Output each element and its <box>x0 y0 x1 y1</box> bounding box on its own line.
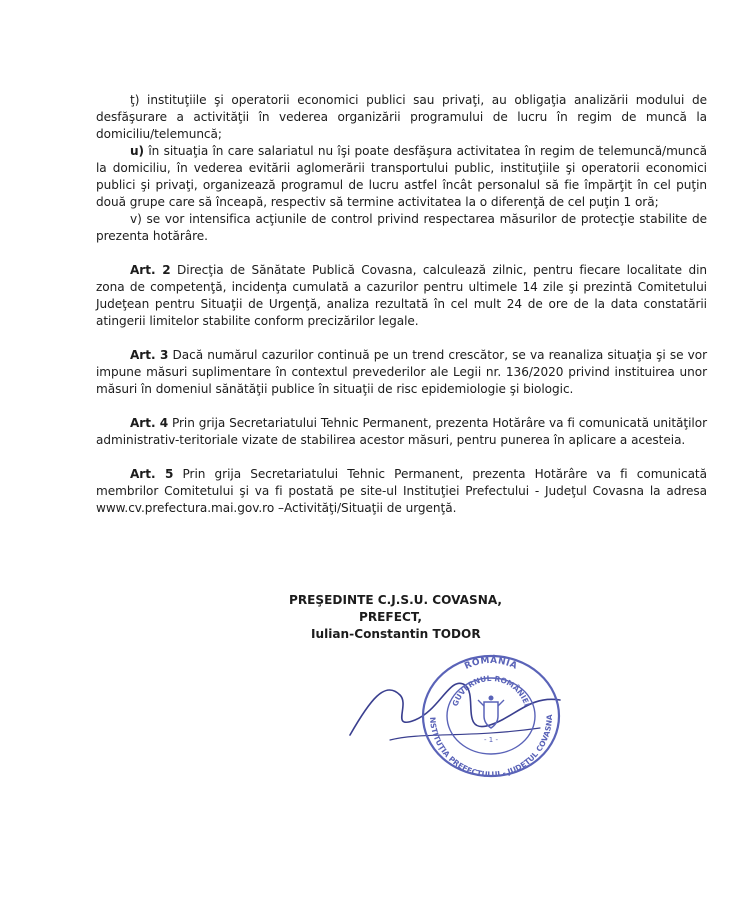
article-4 <box>96 415 707 449</box>
article-4-text: Prin grija Secretariatului Tehnic Permanent, prezenta Hotărâre va fi comunicată unităţilor administrativ-teritoriale vizate de stabilirea acestor măsuri, pentru punerea în aplicare a acesteia. <box>96 416 707 447</box>
paragraph-t <box>96 92 707 143</box>
paragraph-v <box>96 211 707 245</box>
article-3 <box>96 347 707 398</box>
paragraph-v-letter: v) <box>130 212 142 226</box>
article-2-label: Art. 2 <box>130 263 171 277</box>
paragraph-t-letter: ţ) <box>130 93 140 107</box>
document-body <box>96 92 707 517</box>
paragraph-u-text: în situaţia în care salariatul nu îşi poate desfăşura activitatea în regim de telemuncă/muncă la domiciliu, în vederea evitării aglomerării transportului public, instituţiile şi operatorii economici publici şi privaţi, organizează programul de lucru astfel încât personalul să fie împărţit în cel puţin două grupe care să înceapă, respectiv să termine activitatea la o diferenţă de cel puţin 1 oră; <box>96 144 707 209</box>
article-3-text: Dacă numărul cazurilor continuă pe un trend crescător, se va reanaliza situaţia şi se vor impune măsuri suplimentare în contextul prevederilor ale Legii nr. 136/2020 privind instituirea unor măsuri în domeniul sănătăţii publice în situaţii de risc epidemiologie şi biologic. <box>96 348 708 396</box>
official-stamp <box>416 650 566 780</box>
stamp-ring-text: GUVERNUL ROMÂNIEI <box>450 673 532 708</box>
signature-block <box>280 592 540 643</box>
paragraph-u-letter: u) <box>130 144 145 158</box>
coat-of-arms-icon <box>478 696 504 729</box>
article-3-label: Art. 3 <box>130 348 169 362</box>
paragraph-u <box>96 143 707 211</box>
signature-name: Iulian-Constantin TODOR <box>311 627 481 641</box>
signature-title: PREŞEDINTE C.J.S.U. COVASNA, <box>289 593 503 607</box>
paragraph-t-text: instituţiile şi operatorii economici publici sau privaţi, au obligaţia analizării modului de desfăşurare a activităţii în vederea organizării programului de lucru în regim de muncă la domiciliu/telemuncă; <box>96 93 707 141</box>
article-4-label: Art. 4 <box>130 416 169 430</box>
stamp-number: - 1 - <box>484 736 498 744</box>
stamp-bottom-text: NSTITUŢIA PREFECTULUI - JUDEŢUL COVASNA <box>427 714 555 780</box>
article-2-text: Direcţia de Sănătate Publică Covasna, calculează zilnic, pentru fiecare localitate din zona de competenţă, incidenţa cumulată a cazurilor pentru ultimele 14 zile şi prezintă Comitetului Judeţean pentru Situaţii de Urgenţă, analiza rezultată în cel mult 24 de ore de la data constatării atingerii limitelor stabilite conform precizărilor legale. <box>96 263 707 328</box>
article-5 <box>96 466 707 517</box>
stamp-top-text: ROMÂNIA <box>463 655 519 672</box>
paragraph-v-text: se vor intensifica acţiunile de control privind respectarea măsurilor de protecţie stabilite de prezenta hotărâre. <box>96 212 707 243</box>
article-5-text: Prin grija Secretariatului Tehnic Permanent, prezenta Hotărâre va fi comunicată membrilor Comitetului şi va fi postată pe site-ul Instituţiei Prefectului - Judeţul Covasna la adresa www.cv.prefectura.mai.gov.ro –Activităţi/Situaţii de urgenţă. <box>96 467 707 515</box>
signature-role: PREFECT, <box>359 610 422 624</box>
svg-text:ROMÂNIA <box>463 654 519 672</box>
article-2 <box>96 262 707 330</box>
article-5-label: Art. 5 <box>130 467 174 481</box>
